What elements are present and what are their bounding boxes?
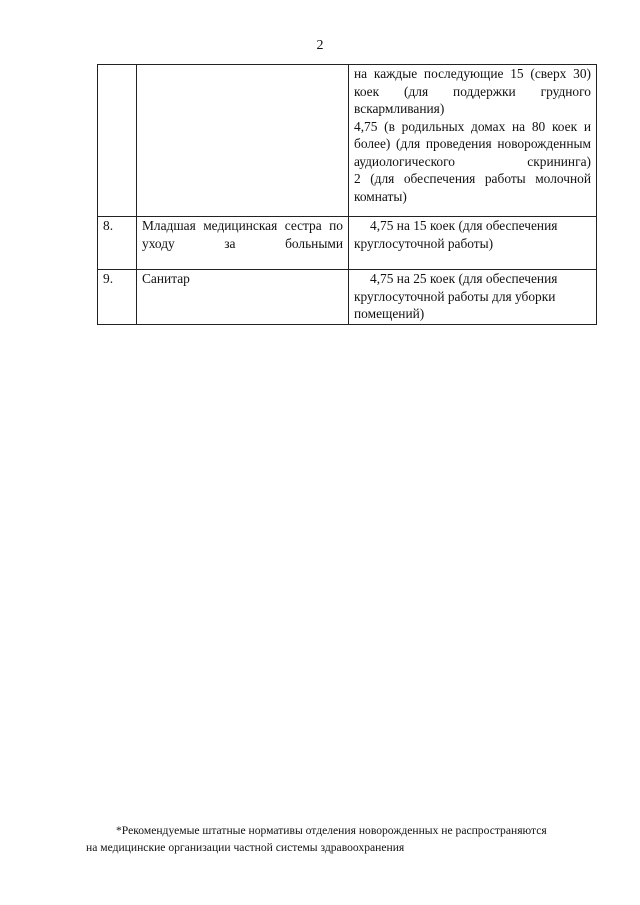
norm-paragraph: 4,75 на 15 коек (для обеспечения круглосуточной работы) (354, 218, 558, 251)
position-cell: Санитар (137, 270, 349, 325)
table-row (98, 270, 597, 325)
norm-cell (349, 217, 597, 270)
position-cell (137, 217, 349, 270)
norm-paragraph: 2 (для обеспечения работы молочной комнаты) (354, 171, 591, 204)
norm-cell (349, 270, 597, 325)
page-number: 2 (316, 38, 324, 53)
position-cell (137, 65, 349, 217)
position-title: Младшая медицинская сестра по уходу за больными (142, 218, 343, 251)
row-number-cell: 8. (98, 217, 137, 270)
norm-paragraph: 4,75 на 25 коек (для обеспечения круглосуточной работы для уборки помещений) (354, 271, 558, 321)
footnote-line: *Рекомендуемые штатные нормативы отделения новорожденных не распространяются (116, 824, 547, 837)
row-number-cell (98, 65, 137, 217)
norm-cell (349, 65, 597, 217)
staffing-table (97, 64, 597, 325)
norm-paragraph: на каждые последующие 15 (сверх 30) коек (для поддержки грудного вскармливания) (354, 66, 591, 116)
row-number-cell: 9. (98, 270, 137, 325)
footnote (86, 822, 606, 856)
table-row (98, 65, 597, 217)
table-row (98, 217, 597, 270)
norm-paragraph: 4,75 (в родильных домах на 80 коек и более) (для проведения новорожденным аудиологического скрининга) (354, 118, 591, 169)
footnote-line: на медицинские организации частной системы здравоохранения (86, 841, 405, 854)
